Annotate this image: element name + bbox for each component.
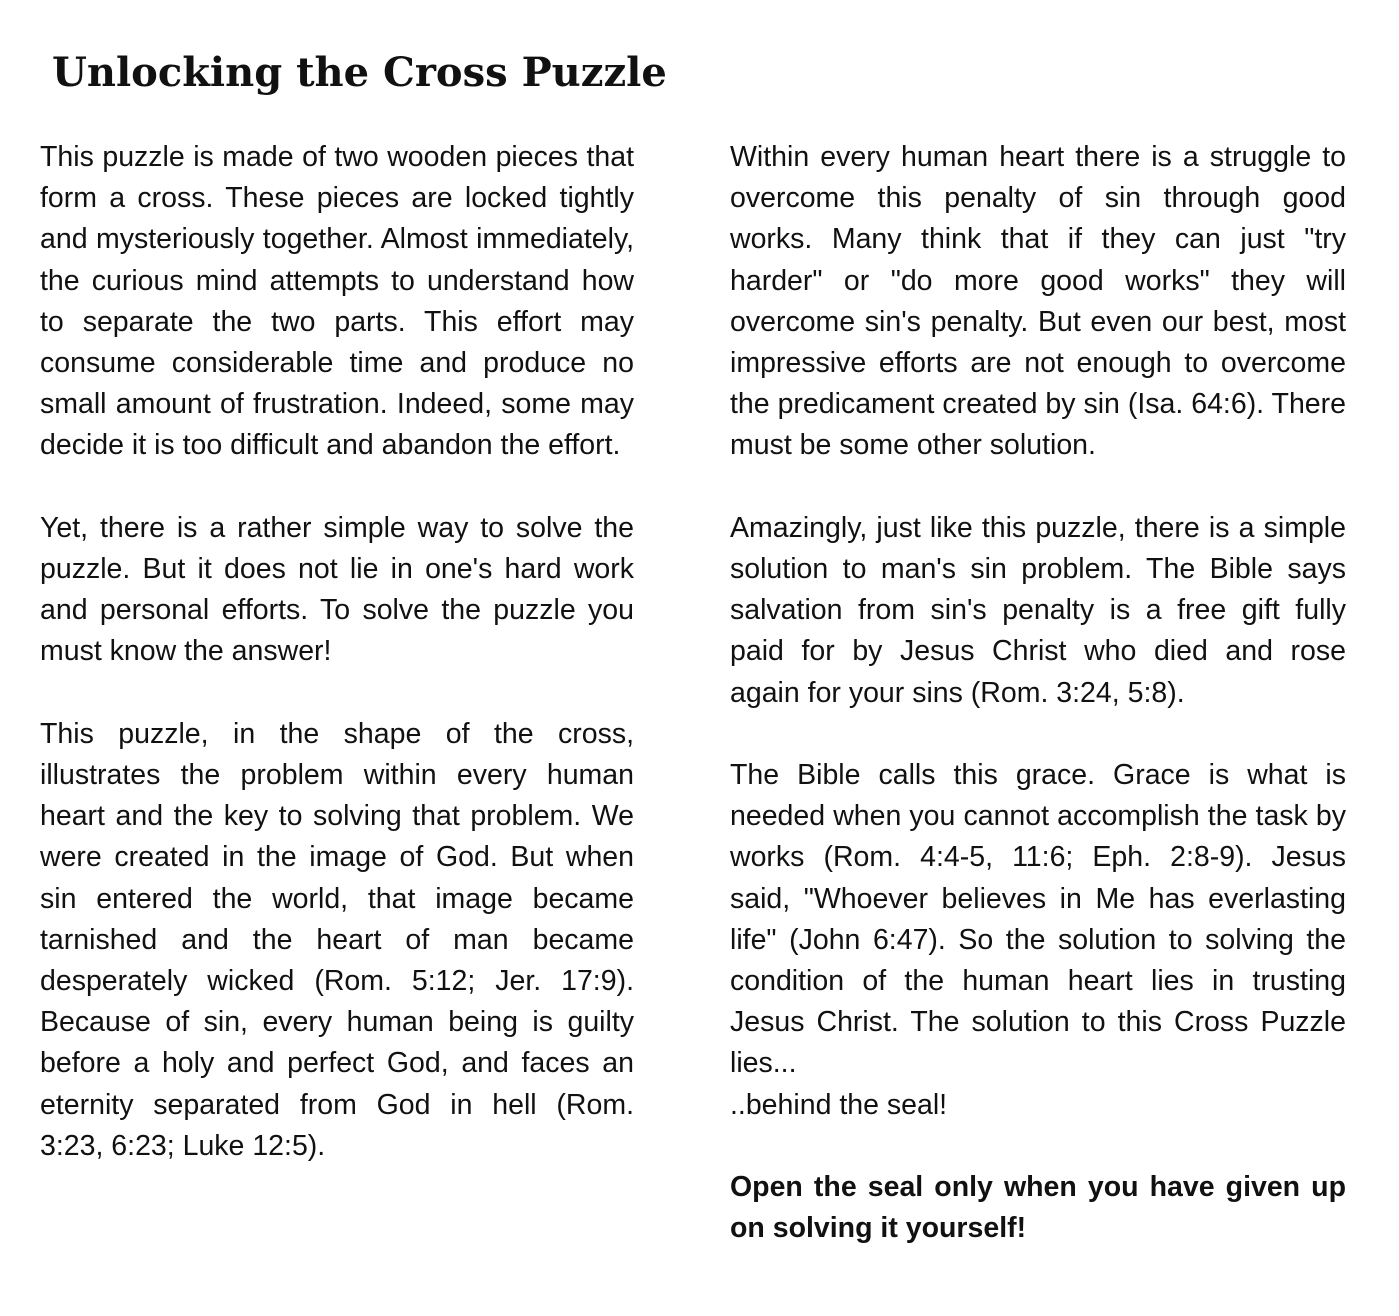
left-column — [40, 137, 634, 1208]
right-paragraph-4: ..behind the seal! — [730, 1088, 948, 1121]
right-paragraph-3: The Bible calls this grace. Grace is what is needed when you cannot accomplish the task by works (Rom. 4:4-5, 11:6; Eph. 2:8-9). Jesus said, "Whoever believes in Me has everlasting life" (John 6:47). So the solution to solving the condition of the human heart lies in trusting Jesus Christ. The solution to this Cross Puzzle lies... — [730, 759, 1346, 1080]
left-paragraph-1: This puzzle is made of two wooden pieces that form a cross. These pieces are locked tightly and mysteriously together. Almost immediately, the curious mind attempts to understand how to separate the two parts. This effort may consume considerable time and produce no small amount of frustration. Indeed, some may decide it is too difficult and abandon the effort. — [40, 141, 634, 462]
left-paragraph-3: This puzzle, in the shape of the cross, illustrates the problem within every human heart and the key to solving that problem. We were created in the image of God. But when sin entered the world, that image became tarnished and the heart of man became desperately wicked (Rom. 5:12; Jer. 17:9). Because of sin, every human being is guilty before a holy and perfect God, and faces an eternity separated from God in hell (Rom. 3:23, 6:23; Luke 12:5). — [40, 717, 634, 1162]
page-title: Unlocking the Cross Puzzle — [52, 49, 667, 96]
right-paragraph-1: Within every human heart there is a struggle to overcome this penalty of sin through good works. Many think that if they can just "try harder" or "do more good works" they will overcome sin's penalty. But even our best, most impressive efforts are not enough to overcome the predicament created by sin (Isa. 64:6). There must be some other solution. — [730, 141, 1346, 462]
right-column — [730, 137, 1346, 1249]
right-paragraph-2: Amazingly, just like this puzzle, there is a simple solution to man's sin problem. The Bible says salvation from sin's penalty is a free gift fully paid for by Jesus Christ who died and rose again for your sins (Rom. 3:24, 5:8). — [730, 511, 1346, 709]
right-closing-note: Open the seal only when you have given up on solving it yourself! — [730, 1171, 1346, 1245]
left-paragraph-2: Yet, there is a rather simple way to solve the puzzle. But it does not lie in one's hard work and personal efforts. To solve the puzzle you must know the answer! — [40, 511, 634, 668]
